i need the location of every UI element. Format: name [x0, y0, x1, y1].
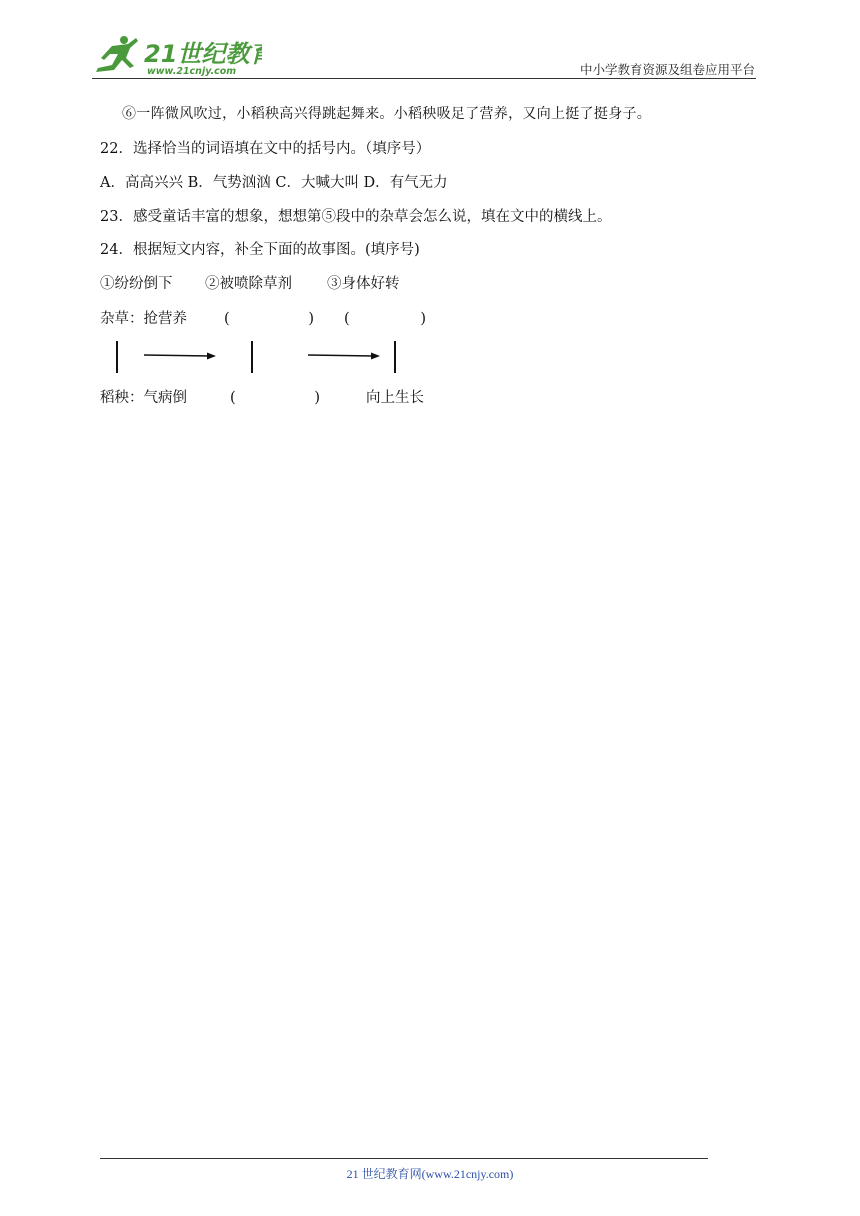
question-23: 23．感受童话丰富的想象，想想第⑤段中的杂草会怎么说，填在文中的横线上。	[100, 209, 612, 225]
footer-divider	[100, 1158, 708, 1159]
runner-icon	[96, 36, 138, 72]
question-24: 24．根据短文内容，补全下面的故事图。(填序号)	[100, 242, 420, 258]
open-paren: (	[230, 390, 236, 406]
logo-url: www.21cnjy.com	[147, 66, 237, 77]
choice-3: ③身体好转	[327, 276, 400, 292]
open-paren: (	[344, 311, 350, 327]
header-divider	[92, 78, 756, 79]
open-paren: (	[224, 311, 230, 327]
story-map-diagram	[100, 338, 420, 378]
rice-row-end: 向上生长	[366, 390, 424, 406]
weed-blank-2[interactable]	[344, 309, 426, 329]
close-paren: )	[420, 311, 426, 327]
arrow-1	[144, 355, 210, 356]
logo-wordmark: 21世纪教育	[144, 40, 262, 68]
arrow-2	[308, 355, 374, 356]
close-paren: )	[308, 311, 314, 327]
weed-blank-1[interactable]	[224, 309, 314, 329]
rice-row-label: 稻秧：气病倒	[100, 390, 187, 406]
story-paragraph-6: ⑥一阵微风吹过，小稻秧高兴得跳起舞来。小稻秧吸足了营养，又向上挺了挺身子。	[122, 106, 652, 122]
choice-1: ①纷纷倒下	[100, 276, 173, 292]
question-22: 22．选择恰当的词语填在文中的括号内。（填序号）	[100, 141, 431, 157]
question-22-options: A．高高兴兴 B．气势汹汹 C．大喊大叫 D．有气无力	[100, 175, 448, 191]
close-paren: )	[314, 390, 320, 406]
header-site-title: 中小学教育资源及组卷应用平台	[579, 62, 755, 77]
choice-2: ②被喷除草剂	[205, 276, 292, 292]
rice-blank[interactable]	[230, 388, 320, 408]
arrow-2-head	[371, 353, 380, 360]
logo	[92, 32, 262, 78]
weed-row-label: 杂草：抢营养	[100, 311, 187, 327]
arrow-1-head	[207, 353, 216, 360]
footer-link[interactable]: 21 世纪教育网(www.21cnjy.com)	[346, 1167, 514, 1181]
story-map-choices	[100, 274, 400, 294]
